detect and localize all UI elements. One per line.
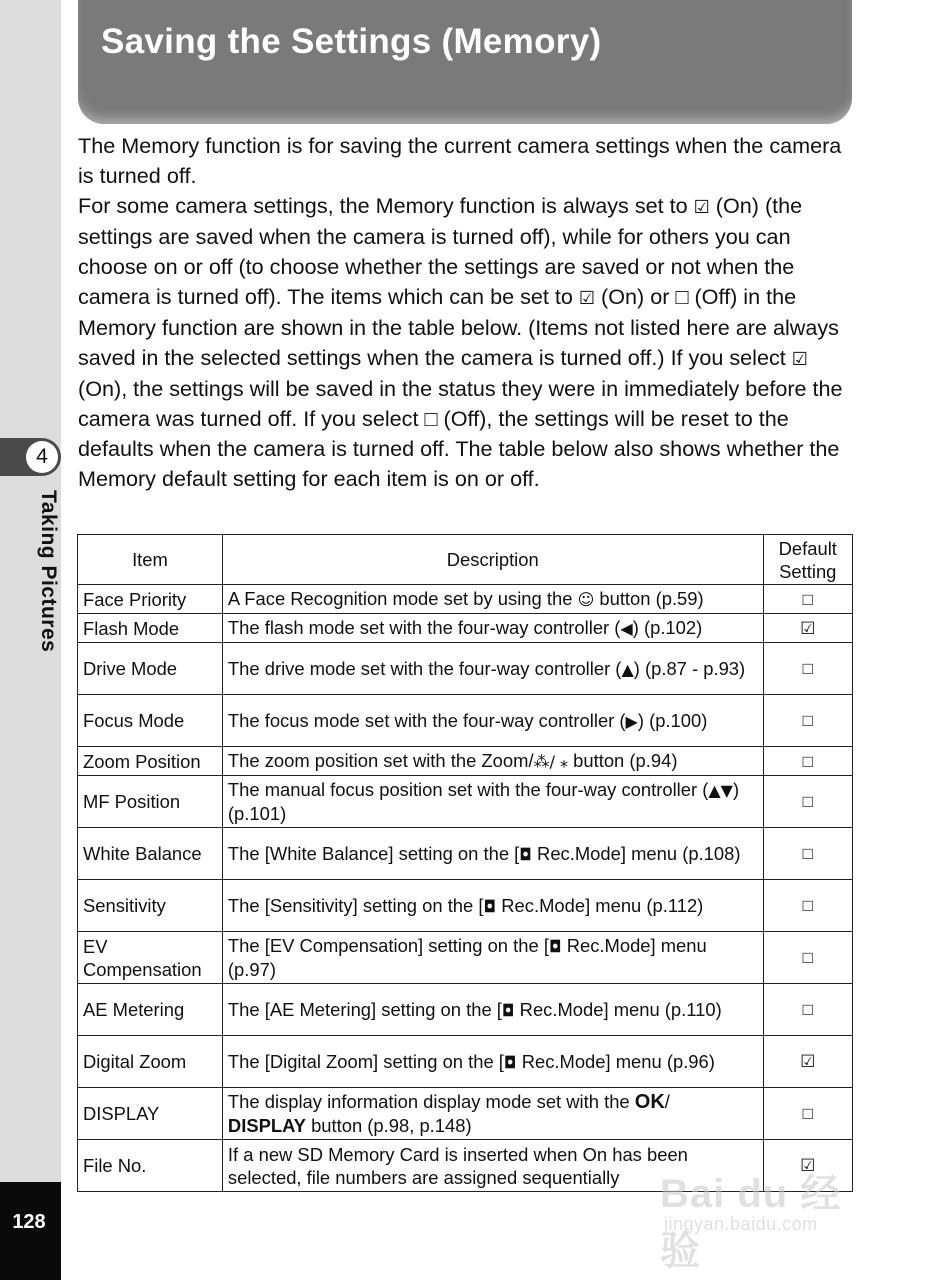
item-cell: Flash Mode <box>78 614 223 643</box>
intro-paragraph-1: The Memory function is for saving the current camera settings when the camera is turned off. <box>78 133 842 188</box>
default-off-icon: □ <box>763 585 852 614</box>
table-row <box>78 880 853 932</box>
item-cell: AE Metering <box>78 984 223 1036</box>
table-row <box>78 643 853 695</box>
item-cell: Face Priority <box>78 585 223 614</box>
item-cell: DISPLAY <box>78 1088 223 1140</box>
default-off-icon: □ <box>763 984 852 1036</box>
table-row <box>78 1140 853 1192</box>
chapter-number: 4 <box>26 441 58 473</box>
description-cell: The manual focus position set with the four-way controller (▲▼) (p.101) <box>222 776 763 828</box>
left-arrow-icon: ◀ <box>620 619 633 638</box>
description-cell: The focus mode set with the four-way controller (▶) (p.100) <box>222 695 763 747</box>
chapter-tab <box>0 438 61 476</box>
description-cell: The [Digital Zoom] setting on the [◘ Rec.Mode] menu (p.96) <box>222 1036 763 1088</box>
off-checkbox-icon: □ <box>424 406 438 431</box>
table-row <box>78 828 853 880</box>
default-on-icon: ☑ <box>763 1036 852 1088</box>
item-cell: File No. <box>78 1140 223 1192</box>
on-checkbox-icon: ☑ <box>693 197 710 217</box>
table-row <box>78 614 853 643</box>
description-cell: The drive mode set with the four-way controller (▲) (p.87 - p.93) <box>222 643 763 695</box>
table-header-row <box>78 535 853 585</box>
watermark-url: jingyan.baidu.com <box>664 1214 818 1234</box>
description-cell: The [AE Metering] setting on the [◘ Rec.Mode] menu (p.110) <box>222 984 763 1036</box>
on-checkbox-icon: ☑ <box>791 349 808 369</box>
description-cell: A Face Recognition mode set by using the ☺ button (p.59) <box>222 585 763 614</box>
face-recognition-icon: ☺ <box>577 590 595 609</box>
camera-icon: ◘ <box>548 937 562 956</box>
intro-paragraph-2: For some camera settings, the Memory function is always set to ☑ (On) (the settings are saved when the camera is turned off), while for others you can choose on or off (to choose whether the settings are saved or not when the camera is turned off). The items which can be set to ☑ (On) or □ (Off) in the Memory function are shown in the table below. (Items not listed here are always saved in the selected settings when the camera is turned off.) If you select ☑ (On), the settings will be saved in the status they were in immediately before the camera was turned off. If you select □ (Off), the settings will be reset to the defaults when the camera is turned off. The table below also shows whether the Memory default setting for each item is on or off. <box>78 193 843 491</box>
table-row <box>78 747 853 776</box>
description-cell: The [White Balance] setting on the [◘ Rec.Mode] menu (p.108) <box>222 828 763 880</box>
page-title: Saving the Settings (Memory) <box>101 22 602 61</box>
up-arrow-icon: ▲ <box>621 659 634 679</box>
ok-button-label: OK <box>634 1091 665 1113</box>
on-checkbox-icon: ☑ <box>578 288 596 308</box>
table-row <box>78 1088 853 1140</box>
table-row <box>78 1036 853 1088</box>
header-banner <box>78 0 852 124</box>
watermark-logo: Bai du 经验 <box>660 1172 842 1273</box>
intro-text <box>78 131 850 494</box>
default-on-icon: ☑ <box>763 1140 852 1192</box>
description-cell: The [Sensitivity] setting on the [◘ Rec.Mode] menu (p.112) <box>222 880 763 932</box>
header-description: Description <box>222 535 763 585</box>
default-off-icon: □ <box>763 776 852 828</box>
description-cell: The display information display mode set with the OK/ DISPLAY button (p.98, p.148) <box>222 1088 763 1140</box>
default-off-icon: □ <box>763 880 852 932</box>
item-cell: MF Position <box>78 776 223 828</box>
default-off-icon: □ <box>763 747 852 776</box>
default-off-icon: □ <box>763 1088 852 1140</box>
description-cell: If a new SD Memory Card is inserted when On has been selected, file numbers are assigned sequentially <box>222 1140 763 1192</box>
table-row <box>78 585 853 614</box>
item-cell: Sensitivity <box>78 880 223 932</box>
table-row <box>78 695 853 747</box>
header-item: Item <box>78 535 223 585</box>
item-cell: Zoom Position <box>78 747 223 776</box>
off-checkbox-icon: □ <box>675 284 689 309</box>
default-on-icon: ☑ <box>763 614 852 643</box>
memory-settings-table <box>77 534 853 1192</box>
camera-icon: ◘ <box>503 1052 517 1072</box>
default-off-icon: □ <box>763 932 852 984</box>
camera-icon: ◘ <box>483 896 497 916</box>
camera-icon: ◘ <box>501 1000 515 1020</box>
default-off-icon: □ <box>763 643 852 695</box>
description-cell: The zoom position set with the Zoom/⁂/ ⁎ button (p.94) <box>222 747 763 776</box>
right-arrow-icon: ▶ <box>625 711 638 731</box>
description-cell: The [EV Compensation] setting on the [◘ Rec.Mode] menu (p.97) <box>222 932 763 984</box>
default-off-icon: □ <box>763 828 852 880</box>
zoom-lever-icon: ⁂/ ⁎ <box>533 752 569 771</box>
item-cell: White Balance <box>78 828 223 880</box>
up-down-arrow-icon: ▲▼ <box>708 781 733 800</box>
item-cell: EV Compensation <box>78 932 223 984</box>
default-off-icon: □ <box>763 695 852 747</box>
description-cell: The flash mode set with the four-way controller (◀) (p.102) <box>222 614 763 643</box>
display-button-label: DISPLAY <box>227 1115 306 1136</box>
item-cell: Digital Zoom <box>78 1036 223 1088</box>
page-number: 128 <box>12 1211 46 1233</box>
header-default-setting: Default Setting <box>763 535 852 585</box>
chapter-title: Taking Pictures <box>37 490 60 653</box>
camera-icon: ◘ <box>519 844 532 864</box>
item-cell: Drive Mode <box>78 643 223 695</box>
table-row <box>78 776 853 828</box>
table-row <box>78 932 853 984</box>
item-cell: Focus Mode <box>78 695 223 747</box>
table-row <box>78 984 853 1036</box>
